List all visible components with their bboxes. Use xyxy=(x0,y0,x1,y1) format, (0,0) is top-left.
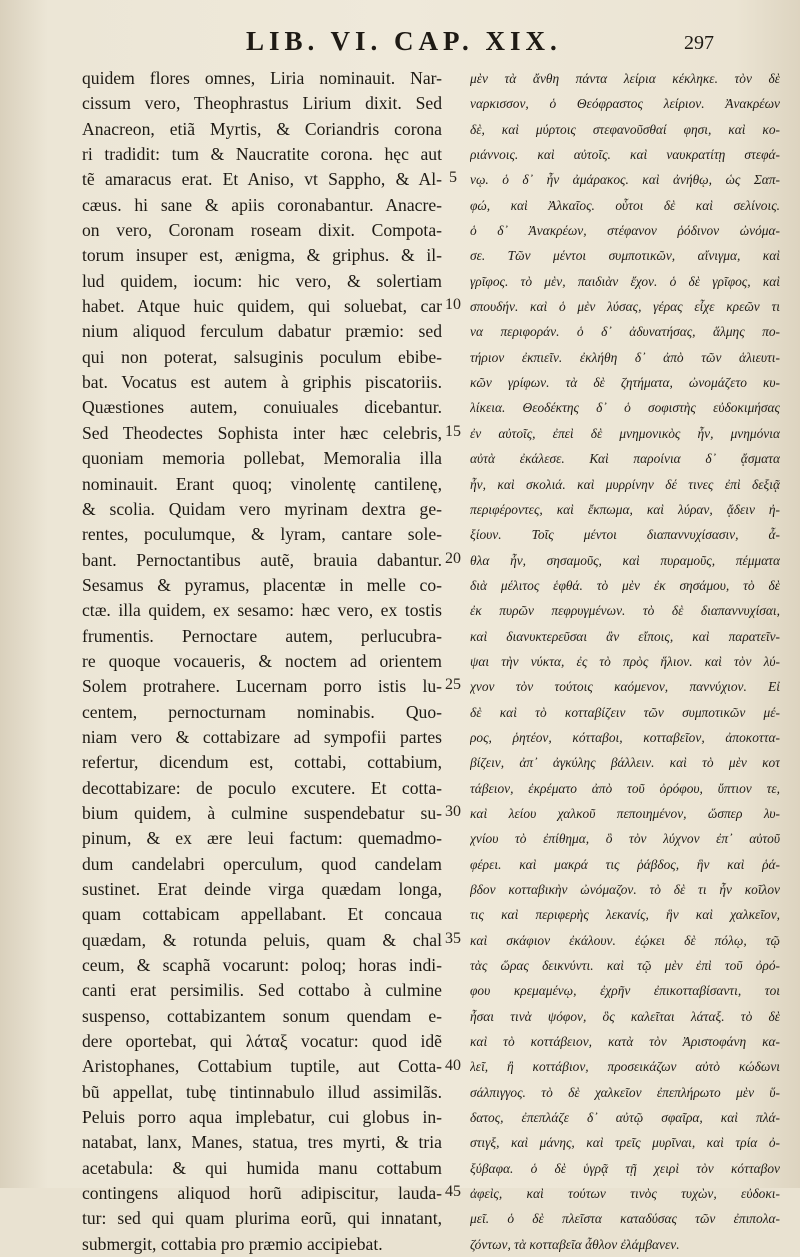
greek-text-line: ναρκισσον, ὁ Θεόφραστος λείριον. Ἀνακρέων xyxy=(470,96,780,112)
page-number: 297 xyxy=(684,32,714,54)
greek-text-line: φώ, καὶ Ἀλκαῖος. οὗτοι δὲ καὶ σελίνοις. xyxy=(470,197,780,213)
greek-text-line: τις καὶ περιφερὴς λεκανίς, ἣν καὶ χαλκεῖον, xyxy=(470,907,780,923)
greek-text-line: τὰς ὥρας δεικνύντι. καὶ τῷ μὲν ἐπὶ τοῦ ὀρό- xyxy=(470,958,780,974)
greek-text-line: βίζειν, ἀπ᾽ ἀγκύλης βάλλειν. καὶ τὸ μὲν κοτ xyxy=(470,755,780,771)
latin-text-line: ceum, & scaphã vocarunt: poloq; horas indi- xyxy=(82,955,442,976)
latin-text-line: re quoque vocaueris, & noctem ad orientem xyxy=(82,650,442,671)
latin-text-line: nium aliquod ferculum dabatur præmio: sed xyxy=(82,321,442,342)
greek-text-line: λεῖ, ἢ κοττάβιον, προσεικάζων αὐτὸ κώδωνι xyxy=(470,1059,780,1075)
greek-text-line: ζόντων, τὰ κοτταβεῖα ἆθλον ἐλάμβανεν. xyxy=(470,1236,680,1252)
greek-text-line: δὲ, καὶ μύρτοις στεφανοῦσθαί φησι, καὶ κο- xyxy=(470,121,780,137)
latin-text-line: habet. Atque huic quidem, qui soluebat, car xyxy=(82,296,442,317)
latin-text-line: Quæstiones autem, conuiuales dicebantur. xyxy=(82,397,442,418)
latin-text-line: rentes, poculumque, & lyram, cantare sole- xyxy=(82,524,442,545)
latin-text-line: bũ appellat, tubę tintinnabulo illud assimilãs. xyxy=(82,1081,442,1102)
greek-text-line: καὶ σκάφιον ἐκάλουν. ἐῴκει δὲ πόλῳ, τῷ xyxy=(470,932,780,948)
greek-text-line: κῶν γρίφων. τὰ δὲ ζητήματα, ὠνομάζετο κυ- xyxy=(470,375,780,391)
latin-text-line: & scolia. Quidam vero myrinam dextra ge- xyxy=(82,498,442,519)
latin-text-line: sustinet. Erat deinde virga quædam longa, xyxy=(82,879,442,899)
greek-text-line: σε. Τῶν μέντοι συμποτικῶν, αἴνιγμα, καὶ xyxy=(470,248,780,264)
line-number: 20 xyxy=(445,549,461,567)
latin-text-line: refertur, dicendum est, cottabi, cottabium, xyxy=(82,752,442,773)
latin-text-line: Anacreon, etiã Myrtis, & Coriandris corona xyxy=(82,118,442,139)
greek-text-line: ἦσαι τινὰ ψόφον, ὃς καλεῖται λάταξ. τὸ δὲ xyxy=(470,1008,780,1024)
greek-text-line: ἐκ πυρῶν πεφρυγμένων. τὸ δὲ διαπαννυχίσαι, xyxy=(470,603,780,619)
greek-text-line: ἦν, καὶ σκολιά. καὶ μυρρίνην δέ τινες ἐπὶ δεξιᾷ xyxy=(470,476,780,492)
latin-text-line: tẽ amaracus erat. Et Aniso, vt Sappho, & Al- xyxy=(82,169,442,190)
greek-text-line: ὁ δ᾽ Ἀνακρέων, στέφανον ῥόδινον ὠνόμα- xyxy=(470,223,780,239)
greek-text-line: καὶ διανυκτερεῦσαι ἂν εἴποις, καὶ παρατεῖν- xyxy=(470,628,780,644)
greek-text-line: χνον τὸν τούτοις καόμενον, παννύχιον. Εἰ xyxy=(470,679,780,695)
greek-text-line: ψαι τὴν νύκτα, ἐς τὸ πρὸς ἥλιον. καὶ τὸν λύ- xyxy=(470,653,780,669)
greek-text-line: μεῖ. ὁ δὲ πλεῖστα καταδύσας τῶν ἐπιπολα- xyxy=(470,1211,780,1227)
greek-text-line: σπουδήν. καὶ ὁ μὲν λύσας, γέρας εἶχε κρεῶν τι xyxy=(470,299,780,315)
latin-text-line: Sed Theodectes Sophista inter hæc celebris, xyxy=(82,422,442,443)
greek-text-line: μὲν τὰ ἄνθη πάντα λείρια κέκληκε. τὸν δὲ xyxy=(470,71,780,86)
latin-text-line: ri tradidit: tum & Naucratite corona. hęc aut xyxy=(82,144,442,165)
latin-text-line: Sesamus & pyramus, placentæ in melle co- xyxy=(82,574,442,595)
greek-text-line: τήριον ἐκπιεῖν. ἐκλήθη δ᾽ ἀπὸ τῶν ἁλιευτι- xyxy=(470,349,780,365)
greek-text-line: θλα ἦν, σησαμοῦς, καὶ πυραμοῦς, πέμματα xyxy=(470,552,780,568)
greek-text-line: δατος, ἐπεπλάζε δ᾽ αὐτῷ σφαῖρα, καὶ πλά- xyxy=(470,1110,780,1126)
latin-text-line: bat. Vocatus est autem à griphis piscatoriis. xyxy=(82,372,442,393)
latin-text-line: cissum vero, Theophrastus Lirium dixit. Sed xyxy=(82,93,442,114)
latin-text-line: lud quidem, iocum: hic vero, & solertiam xyxy=(82,270,442,291)
greek-text-line: ξύβαφα. ὁ δὲ ὑγρᾷ τῇ χειρὶ τὸν κότταβον xyxy=(470,1160,780,1176)
line-number: 10 xyxy=(445,296,461,314)
greek-text-line: βδον κοτταβικὴν ὠνόμαζον. τὸ δὲ τι ἦν κοῖλον xyxy=(470,882,780,897)
greek-text-line: φου κρεμαμένῳ, ἐχρῆν ἐπικοτταβίσαντι, τοι xyxy=(470,983,780,999)
latin-text-line: on vero, Coronam roseam dixit. Compota- xyxy=(82,220,442,241)
latin-text-line: decottabizare: de poculo excutere. Et cotta- xyxy=(82,777,442,798)
latin-text-line: Peluis porro aqua implebatur, cui globus in- xyxy=(82,1107,442,1128)
latin-text-line: dum candelabri operculum, quod candelam xyxy=(82,853,442,874)
latin-text-line: contingens aliquod horũ adipiscitur, lauda- xyxy=(82,1183,442,1204)
latin-text-line: torum insuper est, ænigma, & griphus. & il- xyxy=(82,245,442,266)
greek-text-line: ξίουν. Τοῖς μέντοι διαπαννυχίσασιν, ἆ- xyxy=(470,527,780,543)
line-number: 30 xyxy=(445,803,461,821)
greek-text-line: ριάννοις. καὶ αὐτοῖς. καὶ ναυκρατίτῃ στεφά- xyxy=(470,147,780,163)
greek-text-line: λίκεια. Θεοδέκτης δ᾽ ὁ σοφιστὴς εὐδοκιμήσας xyxy=(470,400,780,416)
line-number: 40 xyxy=(445,1056,461,1074)
line-number: 15 xyxy=(445,422,461,440)
latin-text-line: Solem protrahere. Lucernam porro istis lu- xyxy=(82,676,442,697)
chapter-heading: LIB. VI. CAP. XIX. xyxy=(246,26,562,56)
latin-text-line: pinum, & ex ære leui factum: quemadmo- xyxy=(82,828,442,849)
latin-text-line: acetabula: & qui humida manu cottabum xyxy=(82,1157,442,1178)
greek-column xyxy=(470,66,780,1257)
latin-text-line: quoniam memoria pollebat, Memoralia illa xyxy=(82,448,442,469)
latin-text-line: quidem flores omnes, Liria nominauit. Nar- xyxy=(82,68,442,88)
line-number: 25 xyxy=(445,676,461,694)
latin-text-line: quædam, & rotunda peluis, quam & chal xyxy=(82,929,442,950)
greek-text-line: φέρει. καὶ μακρά τις ῥάβδος, ἣν καὶ ῥά- xyxy=(470,856,780,872)
latin-text-line: niam vero & cottabizare ad sympofii partes xyxy=(82,726,442,747)
line-number: 5 xyxy=(449,169,457,187)
greek-text-line: ἐν αὐτοῖς, ἐπεὶ δὲ μνημονικὸς ἦν, μνημόνια xyxy=(470,425,780,441)
latin-text-line: frumentis. Pernoctare autem, perlucubra- xyxy=(82,625,442,646)
latin-text-line: nominauit. Erant quoq; vinolentę cantilenę, xyxy=(82,473,442,494)
latin-text-line: dere oportebat, qui λάταξ vocatur: quod idẽ xyxy=(82,1031,442,1052)
greek-text-line: αὐτὰ ἐκάλεσε. Καὶ παροίνια δ᾽ ᾄσματα xyxy=(470,451,780,467)
running-head xyxy=(246,26,714,60)
greek-text-line: στιγξ, καὶ μάνης, καὶ τρεῖς μυρῖναι, καὶ τρία ὀ- xyxy=(470,1135,780,1151)
latin-text-line: bant. Pernoctantibus autẽ, brauia dabantur. xyxy=(82,549,442,570)
greek-text-line: δὲ καὶ τὸ κοτταβίζειν τῶν συμποτικῶν μέ- xyxy=(470,704,780,720)
greek-text-line: περιφέροντες, καὶ ἔκπωμα, καὶ λύραν, ᾄδειν ἠ- xyxy=(470,501,780,517)
latin-text-line: natabat, lanx, Manes, statua, tres myrti, & tria xyxy=(82,1132,442,1153)
greek-text-line: διὰ μέλιτος ἑφθά. τὸ μὲν ἐκ σησάμου, τὸ δὲ xyxy=(470,577,780,593)
latin-text-line: Aristophanes, Cottabium tuptile, aut Cotta- xyxy=(82,1056,442,1077)
latin-text-line: ctæ. illa quidem, ex sesamo: hæc vero, ex tostis xyxy=(82,600,442,621)
greek-text-line: να περιφοράν. ὁ δ᾽ ἀδυνατήσας, ἅλμης πο- xyxy=(470,324,780,340)
latin-text-line: qui non poterat, salsuginis poculum ebibe- xyxy=(82,346,442,367)
greek-text-line: τάβειον, ἐκρέματο ἀπὸ τοῦ ὀρόφου, ὕπτιον τε, xyxy=(470,780,780,796)
latin-text-line: bium quidem, à culmine suspendebatur su- xyxy=(82,802,442,823)
latin-text-line: canti erat persimilis. Sed cottabo à culmine xyxy=(82,980,442,1001)
greek-text-line: ρος, ῥητέον, κότταβοι, κοτταβεῖον, ἀποκοττα- xyxy=(470,729,780,745)
latin-text-line: tur: sed qui quam plurima eorũ, qui innatant, xyxy=(82,1208,442,1229)
greek-text-line: καὶ τὸ κοττάβειον, κατὰ τὸν Ἀριστοφάνη κα- xyxy=(470,1034,780,1050)
greek-text-line: ἀφεὶς, καὶ τούτων τινὸς τυχὼν, εὐδοκι- xyxy=(470,1186,780,1202)
greek-text-line: καὶ λείου χαλκοῦ πεποιημένον, ὥσπερ λυ- xyxy=(470,805,780,821)
line-number: 45 xyxy=(445,1183,461,1201)
greek-text-line: χνίου τὸ ἐπίθημα, ὃ τὸν λύχνον ἐπ᾽ αὐτοῦ xyxy=(470,831,780,847)
greek-text-line: γρῖφος. τὸ μὲν, παιδιὰν ἔχον. ὁ δὲ γρῖφος, καὶ xyxy=(470,273,780,289)
greek-text-line: σάλπιγγος. τὸ δὲ χαλκεῖον ἐπεπλήρωτο μὲν ὕ- xyxy=(470,1084,780,1100)
latin-text-line: submergit, cottabia pro præmio accipiebat. xyxy=(82,1233,383,1254)
latin-text-line: centem, pernocturnam nominabis. Quo- xyxy=(82,701,442,722)
latin-text-line: cæus. hi sane & apiis coronabantur. Anacre- xyxy=(82,194,442,215)
line-number: 35 xyxy=(445,929,461,947)
latin-text-line: suspenso, cottabizantem sonum quendam e- xyxy=(82,1005,442,1026)
greek-text-line: νῳ. ὁ δ᾽ ἦν ἀμάρακος. καὶ ἀνήθῳ, ὡς Σαπ- xyxy=(470,172,780,188)
latin-column xyxy=(82,66,442,1257)
latin-text-line: quam cottabicam appellabant. Et concaua xyxy=(82,904,442,925)
